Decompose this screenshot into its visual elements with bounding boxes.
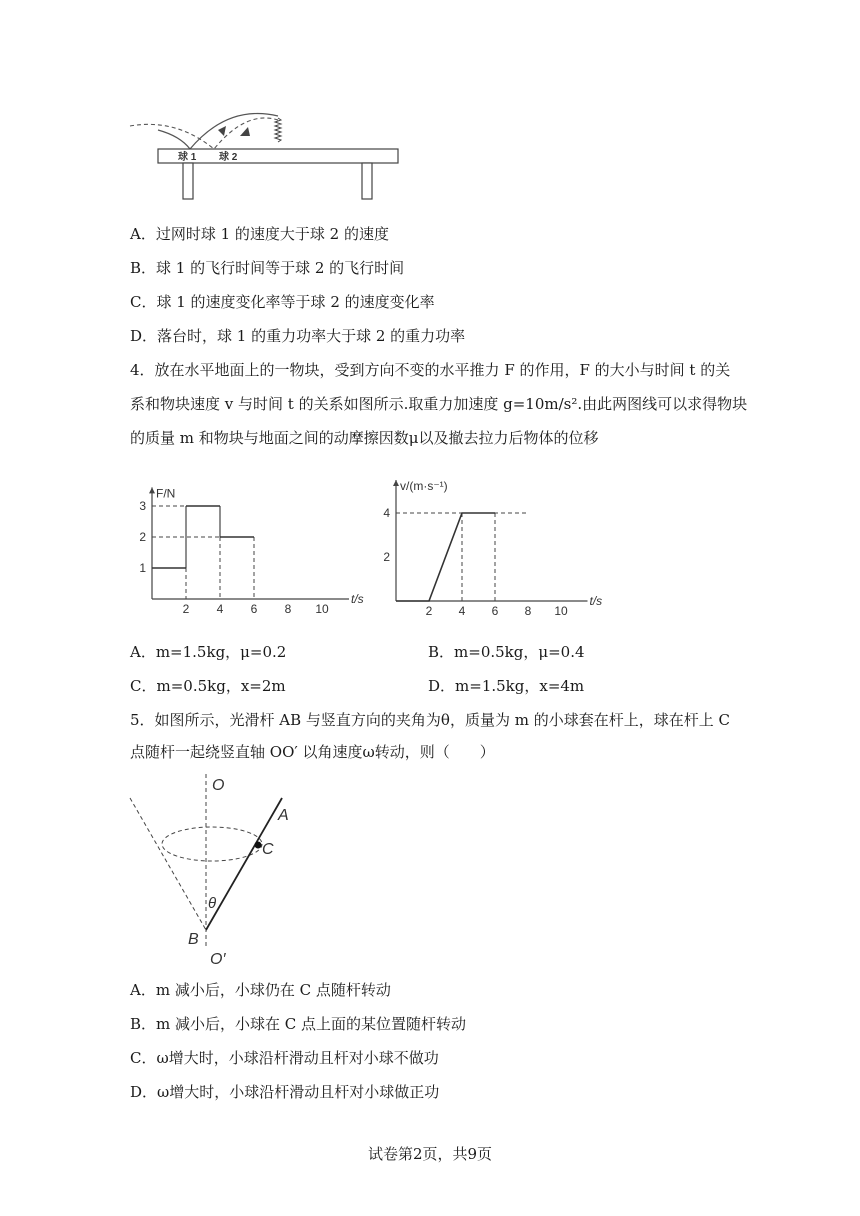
x-tick-label: 4 — [458, 604, 466, 618]
q4-stem-line-3: 的质量 m 和物块与地面之间的动摩擦因数μ以及撤去拉力后物体的位移 — [130, 429, 599, 447]
y-tick-label: 2 — [383, 550, 390, 564]
label-c: C — [262, 841, 274, 858]
q3-option-c: C．球 1 的速度变化率等于球 2 的速度变化率 — [130, 293, 435, 311]
q4-option-b: B．m=0.5kg，μ=0.4 — [428, 643, 585, 661]
velocity-line — [396, 513, 495, 601]
label-theta: θ — [208, 895, 217, 912]
q4-option-c: C．m=0.5kg，x=2m — [130, 677, 286, 695]
x-axis-label: t/s — [351, 592, 364, 606]
y-axis-arrow — [393, 480, 399, 486]
q3-option-a: A．过网时球 1 的速度大于球 2 的速度 — [130, 225, 389, 243]
y-tick-label: 2 — [139, 530, 146, 544]
label-b: B — [188, 931, 199, 948]
y-tick-label: 3 — [139, 499, 146, 513]
x-tick-label: 8 — [524, 604, 532, 618]
table-tennis-figure — [128, 108, 403, 203]
y-axis-label: F/N — [156, 486, 176, 501]
label-o: O — [212, 777, 225, 794]
y-axis-arrow — [149, 487, 155, 493]
x-tick-label: 6 — [250, 602, 258, 616]
page-footer: 试卷第2页，共9页 — [367, 1145, 493, 1163]
q4-stem-line-1: 4．放在水平地面上的一物块，受到方向不变的水平推力 F 的作用，F 的大小与时间 t 的关 — [130, 361, 731, 379]
label-o-prime: O′ — [210, 951, 226, 968]
ball2-label: 球 2 — [219, 152, 238, 163]
q5-option-c: C．ω增大时，小球沿杆滑动且杆对小球不做功 — [130, 1049, 439, 1067]
x-tick-label: 4 — [216, 602, 224, 616]
q3-option-b: B．球 1 的飞行时间等于球 2 的飞行时间 — [130, 259, 405, 277]
q5-option-b: B．m 减小后，小球在 C 点上面的某位置随杆转动 — [130, 1015, 467, 1033]
q5-stem-line-1: 5．如图所示，光滑杆 AB 与竖直方向的夹角为θ，质量为 m 的小球套在杆上，球在杆上 C — [130, 711, 730, 729]
velocity-time-chart — [368, 462, 618, 622]
label-a: A — [278, 807, 289, 824]
q4-option-d: D．m=1.5kg，x=4m — [428, 677, 585, 695]
force-time-chart — [130, 462, 370, 622]
y-axis-label: v/(m·s⁻¹) — [400, 479, 448, 493]
q5-stem-line-2: 点随杆一起绕竖直轴 OO′ 以角速度ω转动，则（ ） — [130, 743, 495, 761]
rotating-rod-figure — [126, 772, 306, 967]
q5-option-d: D．ω增大时，小球沿杆滑动且杆对小球做正功 — [130, 1083, 440, 1101]
q4-stem-line-2: 系和物块速度 v 与时间 t 的关系如图所示.取重力加速度 g=10m/s².由此两图线可以求得物块 — [130, 395, 748, 413]
y-tick-label: 4 — [383, 506, 390, 520]
x-tick-label: 2 — [182, 602, 190, 616]
x-tick-label: 10 — [554, 604, 568, 618]
x-tick-label: 10 — [315, 602, 329, 616]
x-tick-label: 6 — [491, 604, 499, 618]
q5-option-a: A．m 减小后，小球仍在 C 点随杆转动 — [130, 981, 391, 999]
q4-option-a: A．m=1.5kg，μ=0.2 — [130, 643, 287, 661]
x-tick-label: 2 — [425, 604, 433, 618]
ball1-label: 球 1 — [178, 152, 197, 163]
y-tick-label: 1 — [139, 561, 146, 575]
q3-option-d: D．落台时，球 1 的重力功率大于球 2 的重力功率 — [130, 327, 466, 345]
x-axis-label: t/s — [589, 594, 603, 608]
x-tick-label: 8 — [284, 602, 292, 616]
